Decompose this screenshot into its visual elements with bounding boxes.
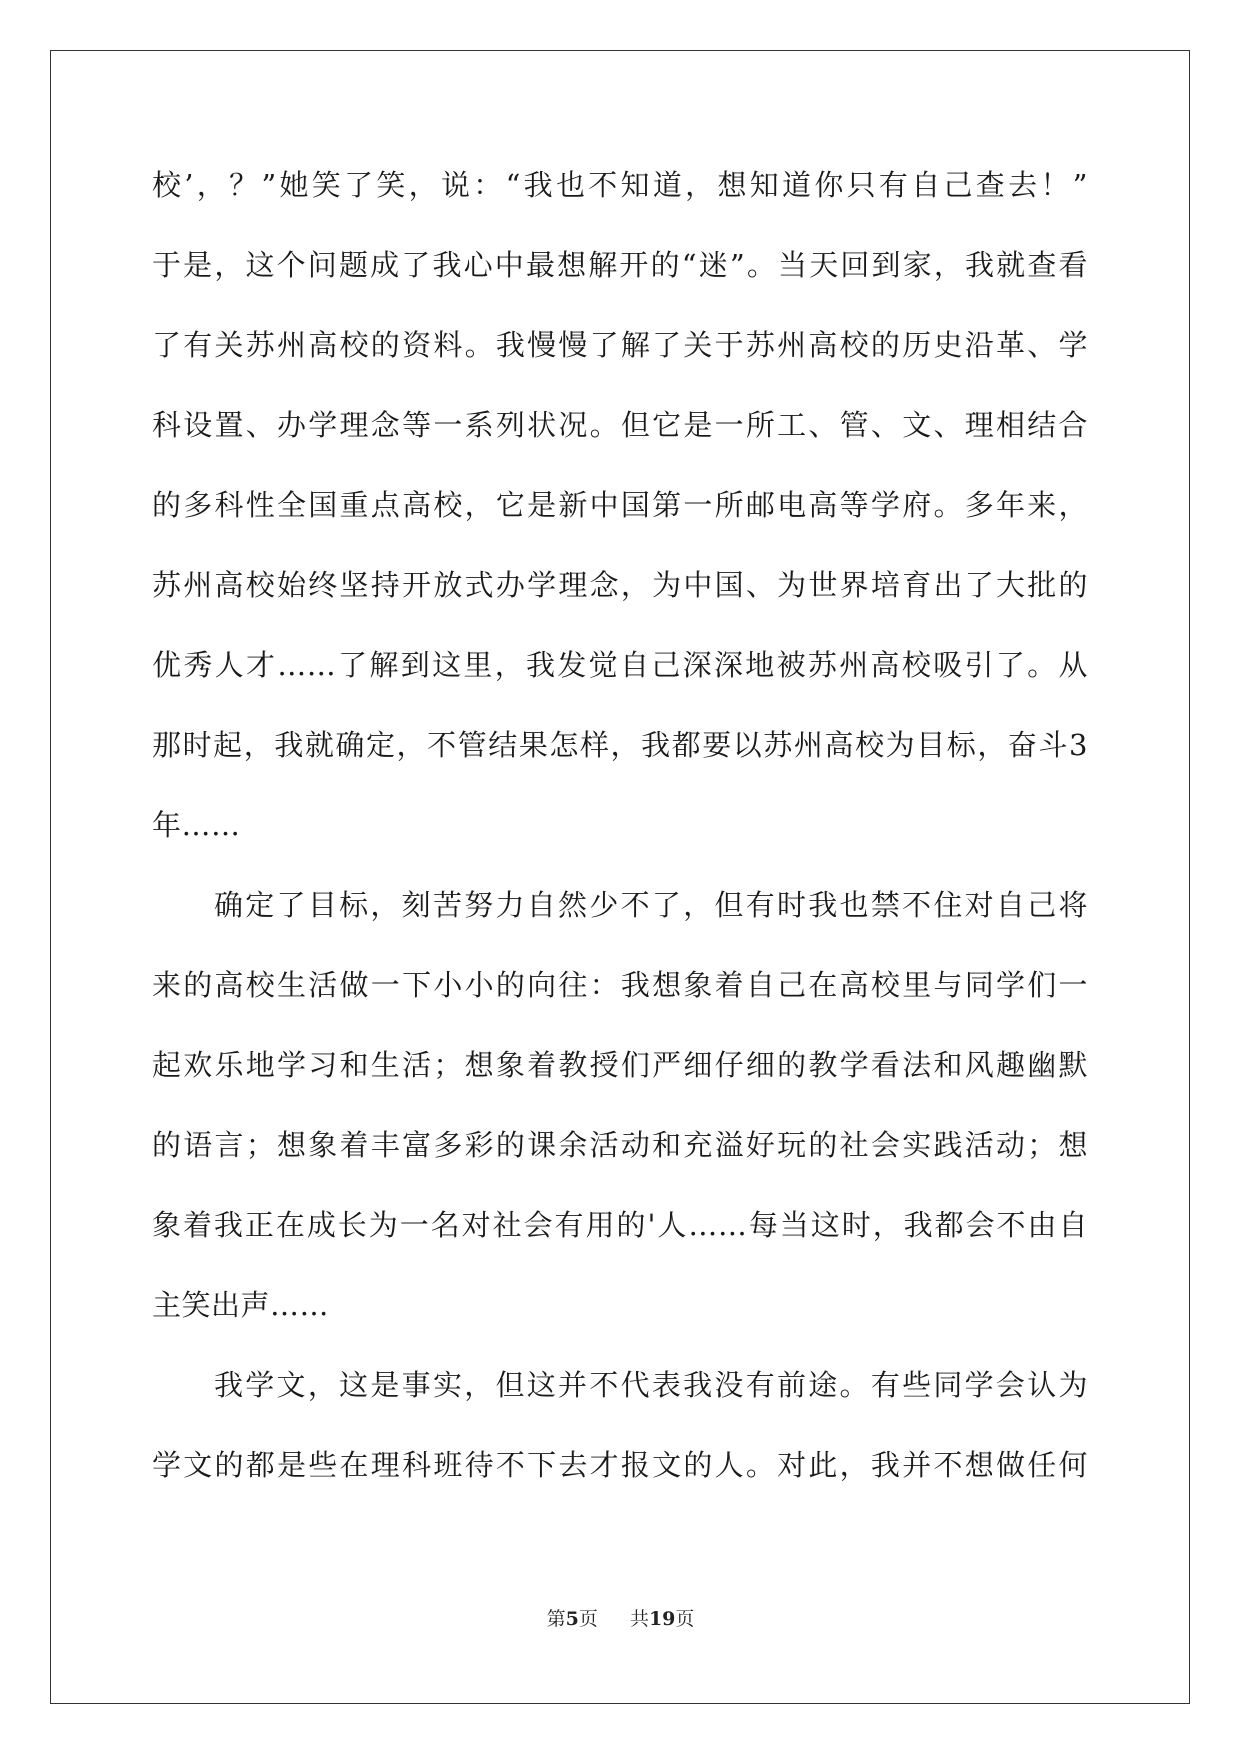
- text-line: 学文的都是些在理科班待不下去才报文的人。对此，我并不想做任何: [152, 1448, 1088, 1482]
- page-prefix: 第: [546, 1608, 566, 1630]
- page-footer: [0, 1604, 1241, 1631]
- text-line: 起欢乐地学习和生活；想象着教授们严细仔细的教学看法和风趣幽默: [152, 1048, 1088, 1082]
- text-line: 优秀人才……了解到这里，我发觉自己深深地被苏州高校吸引了。从: [152, 648, 1088, 682]
- text-line: 校’，？”她笑了笑，说：“我也不知道，想知道你只有自己查去！”: [152, 168, 1088, 202]
- document-body: [152, 168, 1088, 1528]
- total-pages-label: [630, 1608, 694, 1630]
- text-line: 我学文，这是事实，但这并不代表我没有前途。有些同学会认为: [214, 1368, 1088, 1402]
- text-line: 于是，这个问题成了我心中最想解开的“迷”。当天回到家，我就查看: [152, 248, 1088, 282]
- text-line: 确定了目标，刻苦努力自然少不了，但有时我也禁不住对自己将: [214, 888, 1088, 922]
- total-prefix: 共: [629, 1608, 649, 1630]
- page-number: 5: [565, 1608, 579, 1630]
- text-line: 的多科性全国重点高校，它是新中国第一所邮电高等学府。多年来，: [152, 488, 1088, 522]
- text-line: 那时起，我就确定，不管结果怎样，我都要以苏州高校为目标，奋斗3: [152, 728, 1088, 762]
- text-line: 了有关苏州高校的资料。我慢慢了解了关于苏州高校的历史沿革、学: [152, 328, 1088, 362]
- total-suffix: 页: [675, 1608, 695, 1630]
- text-line: 科设置、办学理念等一系列状况。但它是一所工、管、文、理相结合: [152, 408, 1088, 442]
- page-number-label: [547, 1608, 604, 1630]
- text-line: 主笑出声……: [152, 1288, 330, 1322]
- text-line: 苏州高校始终坚持开放式办学理念，为中国、为世界培育出了大批的: [152, 568, 1088, 602]
- page-suffix: 页: [578, 1608, 598, 1630]
- text-line: 象着我正在成长为一名对社会有用的'人……每当这时，我都会不由自: [152, 1208, 1088, 1242]
- text-line: 的语言；想象着丰富多彩的课余活动和充溢好玩的社会实践活动；想: [152, 1128, 1088, 1162]
- total-pages: 19: [648, 1608, 676, 1630]
- text-line: 来的高校生活做一下小小的向往：我想象着自己在高校里与同学们一: [152, 968, 1088, 1002]
- text-line: 年……: [152, 808, 241, 842]
